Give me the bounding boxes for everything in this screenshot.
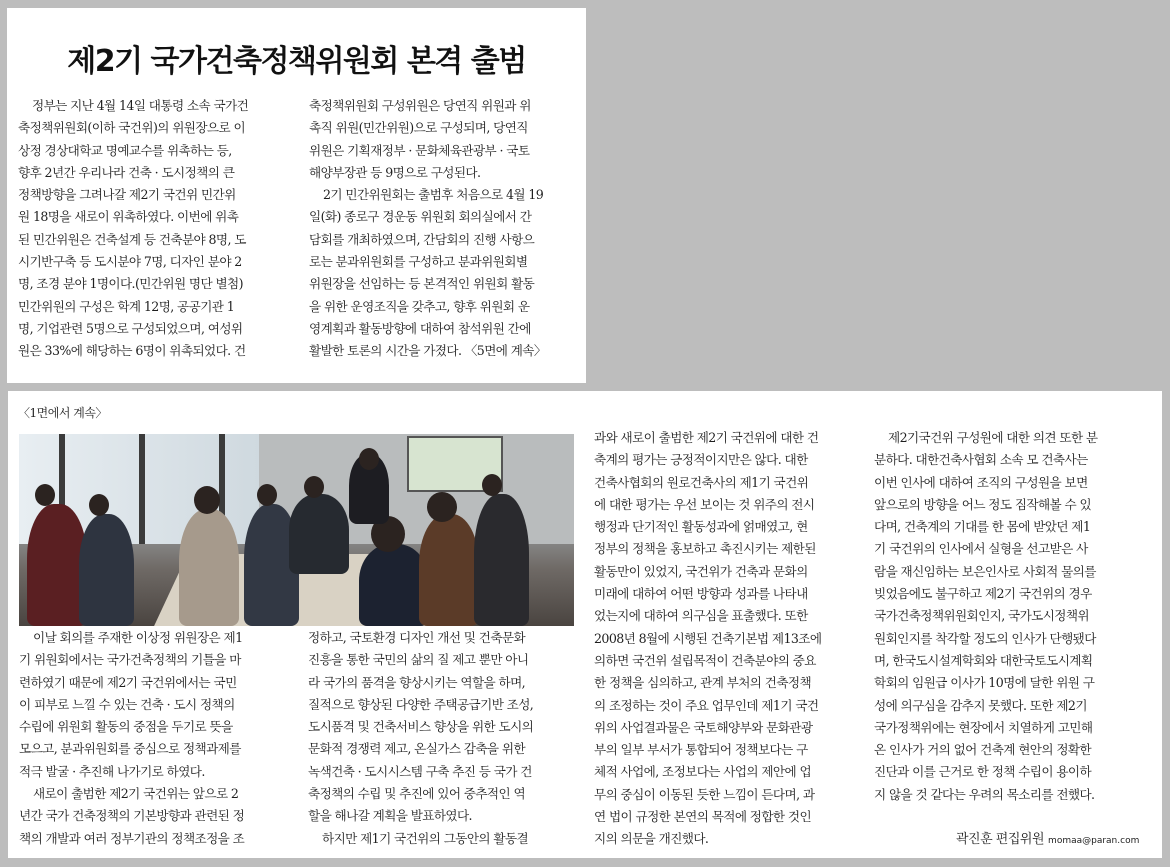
photo-person-head [89,494,109,516]
text-line: 활동만이 있었지, 국건위가 건축과 문화의 [594,563,808,579]
photo-person-head [359,448,379,470]
text-line: 지의 의문을 개진했다. [594,831,709,847]
text-line: 질적으로 향상된 다양한 주택공급기반 조성, [308,696,534,712]
text-line: 향후 2년간 우리나라 건축 · 도시정책의 큰 [18,164,235,180]
text-line: 녹색건축 · 도시시스템 구축 추진 등 국가 건 [308,763,532,779]
text-line: 원 18명을 새로이 위촉하였다. 이번에 위촉 [18,209,239,225]
text-line: 의하면 국건위 설립목적이 건축분야의 중요 [594,652,816,668]
text-line: 건축사협회의 원로건축사의 제1기 국건위 [594,474,809,490]
text-line: 련하였기 때문에 제2기 국건위에서는 국민 [19,674,237,690]
photo-person-head [482,474,502,496]
text-line: 로는 분과위원회를 구성하고 분과위원회별 [309,254,528,270]
text-line: 앞으로의 방향을 어느 정도 짐작해볼 수 있 [874,496,1092,512]
text-line: 시기반구축 등 도시분야 7명, 디자인 분야 2 [18,254,242,270]
text-line: 며, 한국도시설계학회와 대한국토도시계획 [874,652,1093,668]
text-line: 행정과 단기적인 활동성과에 얽매였고, 현 [594,519,808,535]
text-line: 해양부장관 등 9명으로 구성된다. [309,164,481,180]
text-line: 지 않을 것 같다는 우려의 목소리를 전했다. [874,786,1095,802]
text-line: 2008년 8월에 시행된 건축기본법 제13조에 [594,630,822,646]
text-line: 에 대한 평가는 우선 보이는 것 위주의 전시 [594,496,815,512]
article-column-6 [874,427,1148,806]
photo-person [289,494,349,574]
text-line: 미래에 대하여 어떤 방향과 성과를 나타내 [594,586,808,602]
text-line: 기 위원회에서는 국가건축정책의 기틀을 마 [19,652,241,668]
text-line: 책의 개발과 여러 정부기관의 정책조정을 조 [19,830,245,846]
text-line: 이날 회의를 주재한 이상정 위원장은 제1 [33,630,243,645]
text-line: 국가정책위에는 현장에서 치열하게 고민해 [874,719,1093,735]
article-headline: 제2기 국가건축정책위원회 본격 출범 [67,44,526,79]
text-line: 원은 33%에 해당하는 6명이 위촉되었다. 건 [18,343,246,359]
text-line: 제2기국건위 구성원에 대한 의견 또한 분 [888,430,1098,445]
text-line: 2기 민간위원회는 출범후 처음으로 4월 19 [323,187,544,203]
text-line: 축정책의 수립 및 추진에 있어 중추적인 역 [308,786,526,802]
meeting-photo [19,434,574,626]
photo-person-head [194,486,220,514]
text-line: 정책방향을 그려나갈 제2기 국건위 민간위 [18,187,236,203]
text-line: 진흥을 통한 국민의 삶의 질 제고 뿐만 아니 [308,652,529,668]
text-line: 명, 조경 분야 1명이다.(민간위원 명단 별첨) [18,276,243,292]
text-line: 축정책위원회(이하 국건위)의 위원장으로 이 [18,120,246,136]
text-line: 할을 해나갈 계획을 발표하였다. [308,808,472,824]
photo-person [27,504,87,626]
text-line: 었는지에 대하여 의구심을 표출했다. 또한 [594,608,808,624]
byline-email: momaa@paran.com [1048,836,1140,846]
text-line: 위원은 기획재정부 · 문화체육관광부 · 국토 [309,142,530,158]
text-line: 다며, 건축계의 기대를 한 몸에 받았던 제1 [874,519,1091,535]
byline [956,828,1139,847]
text-line: 된 민간위원은 건축설계 등 건축분야 8명, 도 [18,231,246,247]
text-line: 수립에 위원회 활동의 중점을 두기로 뜻을 [19,719,233,735]
photo-person-head [427,492,457,522]
front-page-article [7,8,586,383]
text-line: 부의 일부 부서가 통합되어 정책보다는 구 [594,742,808,758]
text-line: 도시품격 및 건축서비스 향상을 위한 도시의 [308,719,534,735]
text-line: 이 피부로 느낄 수 있는 건축 · 도시 정책의 [19,696,235,712]
continued-from-label: 〈1면에서 계속〉 [18,406,107,420]
text-line: 원회인지를 착각할 정도의 인사가 단행됐다 [874,630,1096,646]
text-line: 분하다. 대한건축사협회 소속 모 건축사는 [874,452,1088,468]
photo-person [79,514,134,626]
text-line: 민간위원의 구성은 학계 12명, 공공기관 1 [18,298,235,314]
text-line: 이번 인사에 대하여 조직의 구성원을 보면 [874,474,1088,490]
article-column-4 [308,627,580,850]
text-line: 의 조정하는 것이 주요 업무인데 제1기 국건 [594,697,819,713]
photo-person [419,514,479,626]
photo-person [179,509,239,626]
text-line: 축계의 평가는 긍정적이지만은 않다. 대한 [594,452,808,468]
photo-mullion [139,434,145,544]
article-column-1 [18,95,290,363]
text-line: 라 국가의 품격을 향상시키는 역할을 하며, [308,674,526,690]
continued-article [8,391,1162,858]
text-line: 문화적 경쟁력 제고, 온실가스 감축을 위한 [308,741,526,757]
text-line: 명, 기업관련 5명으로 구성되었으며, 여성위 [18,320,243,336]
photo-person-head [257,484,277,506]
text-line: 하지만 제1기 국건위의 그동안의 활동결 [322,830,529,846]
text-line: 한 정책을 심의하고, 관계 부처의 건축정책 [594,675,812,691]
text-line: 축정책위원회 구성위원은 당연직 위원과 위 [309,98,531,113]
text-line: 기 국건위의 인사에서 실형을 선고받은 사 [874,541,1088,557]
text-line: 정부의 정책을 홍보하고 촉진시키는 제한된 [594,541,816,557]
text-line: 상정 경상대학교 명예교수를 위촉하는 등, [18,142,232,158]
text-line: 위원장을 선임하는 등 본격적인 위원회 활동 [309,276,535,292]
text-line: 온 인사가 거의 없어 건축계 현안의 정확한 [874,742,1092,758]
photo-person [474,494,529,626]
text-line: 담회를 개최하였으며, 간담회의 진행 사항으 [309,231,535,247]
text-line: 새로이 출범한 제2기 국건위는 앞으로 2 [33,786,239,802]
text-line: 국가건축정책위원회인지, 국가도시정책위 [874,608,1089,624]
article-column-2 [309,95,577,363]
text-line: 모으고, 분과위원회를 중심으로 정책과제를 [19,741,241,757]
text-line: 성에 의구심을 감추지 못했다. 또한 제2기 [874,697,1087,713]
article-column-3 [19,627,291,850]
article-column-5 [594,427,866,851]
text-line: 학회의 임원급 이사가 10명에 달한 위원 구 [874,675,1095,691]
text-line: 촉직 위원(민간위원)으로 구성되며, 당연직 [309,120,528,136]
text-line: 정하고, 국토환경 디자인 개선 및 건축문화 [308,630,526,645]
byline-name: 곽진훈 편집위원 [956,832,1045,847]
text-line: 과와 새로이 출범한 제2기 국건위에 대한 건 [594,430,819,445]
photo-person-head [35,484,55,506]
text-line: 위의 사업결과물은 국토해양부와 문화관광 [594,719,813,735]
text-line: 체적 사업에, 조정보다는 사업의 제안에 업 [594,764,812,780]
text-line: 정부는 지난 4월 14일 대통령 소속 국가건 [32,98,249,113]
text-line: 일(화) 종로구 경운동 위원회 회의실에서 간 [309,209,532,225]
text-line: 적극 발굴 · 추진해 나가기로 하였다. [19,763,205,779]
text-line: 활발한 토론의 시간을 가졌다. 〈5면에 계속〉 [309,343,546,359]
text-line: 빚었음에도 불구하고 제2기 국건위의 경우 [874,586,1092,602]
photo-person-head [304,476,324,498]
text-line: 연 법이 규정한 본연의 목적에 정합한 것인 [594,809,812,825]
text-line: 진단과 이를 근거로 한 정책 수립이 용이하 [874,764,1092,780]
text-line: 무의 중심이 이동된 듯한 느낌이 든다며, 과 [594,786,815,802]
text-line: 영계획과 활동방향에 대하여 참석위원 간에 [309,320,531,336]
text-line: 람을 재신임하는 보은인사로 사회적 물의를 [874,563,1096,579]
text-line: 을 위한 운영조직을 갖추고, 향후 위원회 운 [309,298,530,314]
text-line: 년간 국가 건축정책의 기본방향과 관련된 정 [19,808,245,824]
